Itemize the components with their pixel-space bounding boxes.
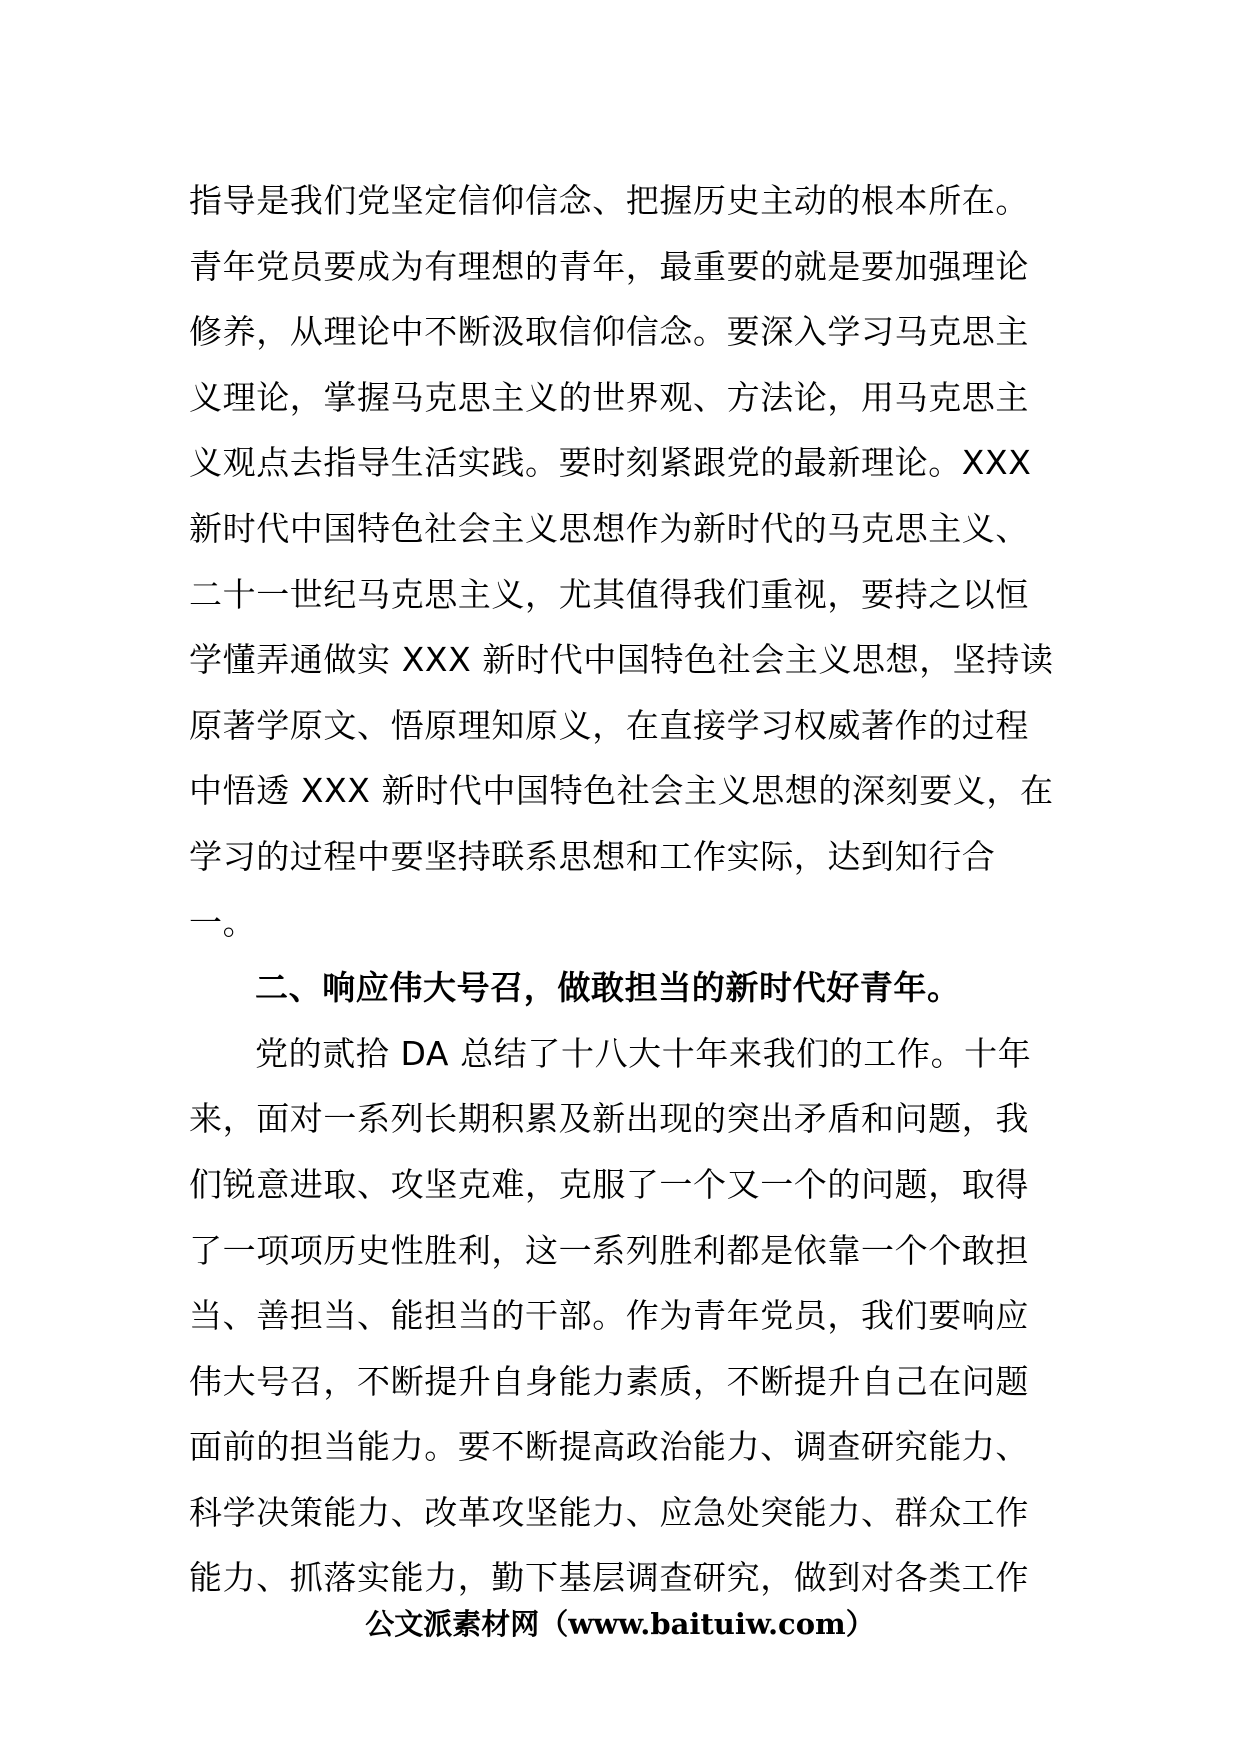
text-line: 了一项项历史性胜利，这一系列胜利都是依靠一个个敢担 bbox=[189, 1230, 1029, 1270]
text-line: 来，面对一系列长期积累及新出现的突出矛盾和问题，我 bbox=[189, 1099, 1029, 1139]
text-line: 学习的过程中要坚持联系思想和工作实际，达到知行合 bbox=[189, 836, 996, 876]
text-line: 义理论，掌握马克思主义的世界观、方法论，用马克思主 bbox=[189, 377, 1029, 417]
text-line: 当、善担当、能担当的干部。作为青年党员，我们要响应 bbox=[189, 1296, 1029, 1336]
text-line: 青年党员要成为有理想的青年，最重要的就是要加强理论 bbox=[189, 246, 1029, 286]
text-line: 伟大号召，不断提升自身能力素质，不断提升自己在问题 bbox=[189, 1361, 1029, 1401]
text-line: 原著学原文、悟原理知原义，在直接学习权威著作的过程 bbox=[189, 705, 1029, 745]
text-line: 义观点去指导生活实践。要时刻紧跟党的最新理论。XXX bbox=[189, 443, 1032, 483]
document-body bbox=[189, 168, 1069, 1611]
section-heading: 二、响应伟大号召，做敢担当的新时代好青年。 bbox=[255, 968, 961, 1008]
text-line: 学懂弄通做实 XXX 新时代中国特色社会主义思想，坚持读 bbox=[189, 640, 1054, 680]
text-line: 修养，从理论中不断汲取信仰信念。要深入学习马克思主 bbox=[189, 312, 1029, 352]
paragraph-first-line: 党的贰拾 DA 总结了十八大十年来我们的工作。十年 bbox=[255, 1033, 1032, 1073]
text-line: 面前的担当能力。要不断提高政治能力、调查研究能力、 bbox=[189, 1427, 1029, 1467]
text-line: 指导是我们党坚定信仰信念、把握历史主动的根本所在。 bbox=[189, 181, 1029, 220]
text-line: 二十一世纪马克思主义，尤其值得我们重视，要持之以恒 bbox=[189, 574, 1029, 614]
text-line: 科学决策能力、改革攻坚能力、应急处突能力、群众工作 bbox=[189, 1492, 1029, 1532]
text-line: 中悟透 XXX 新时代中国特色社会主义思想的深刻要义，在 bbox=[189, 771, 1054, 811]
text-line: 们锐意进取、攻坚克难，克服了一个又一个的问题，取得 bbox=[189, 1164, 1029, 1204]
footer-watermark: 公文派素材网（www.baituiw.com） bbox=[365, 1607, 875, 1641]
text-line: 新时代中国特色社会主义思想作为新时代的马克思主义、 bbox=[189, 508, 1029, 548]
text-line: 一。 bbox=[189, 902, 257, 942]
text-line: 能力、抓落实能力，勤下基层调查研究，做到对各类工作 bbox=[189, 1558, 1029, 1598]
